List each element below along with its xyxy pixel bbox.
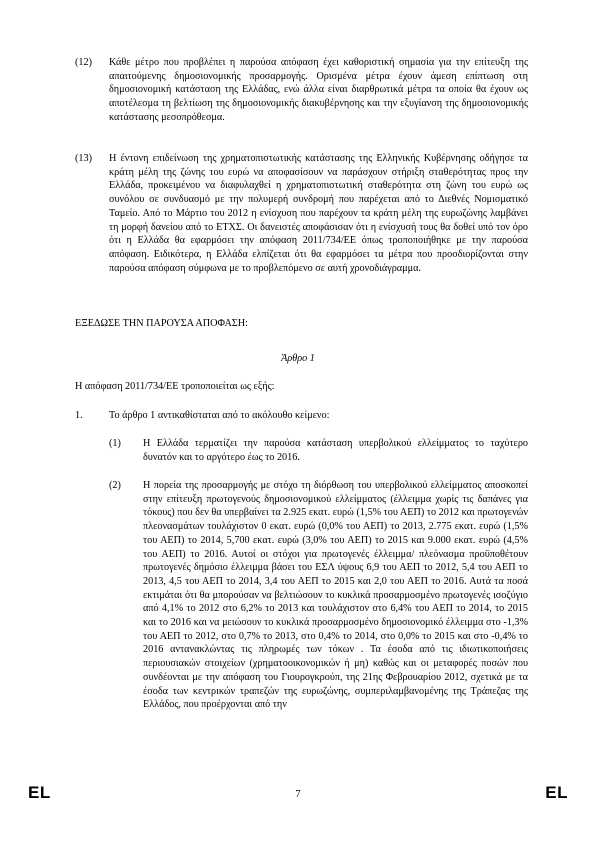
article-title: Άρθρο 1 bbox=[281, 353, 315, 364]
amendment-intro: Η απόφαση 2011/734/ΕΕ τροποποιείται ως εξής: bbox=[75, 381, 275, 392]
subitem-number-2: (2) bbox=[109, 480, 121, 491]
item-1-text: Το άρθρο 1 αντικαθίσταται από το ακόλουθο κείμενο: bbox=[109, 410, 330, 421]
subitem-2-text: Η πορεία της προσαρμογής με στόχο τη διόρθωση του υπερβολικού ελλείμματος αποσκοπεί στην επίτευξη πρωτογενούς δημοσιονομικού ελλείμματος (έλλειμμα χωρίς τις δαπάνες για τόκους) που δεν θα υπερβαίνει τα 2.925 εκατ. ευρώ (1,5% του ΑΕΠ) το 2012 και πρωτογενών πλεονασμάτων τουλάχιστον 0 εκατ. ευρώ (0,0% του ΑΕΠ) το 2013, 2.775 εκατ. ευρώ (1,5% του ΑΕΠ) το 2014, 5,700 εκατ. ευρώ (3,0% του ΑΕΠ) το 2015 και 9.000 εκατ. ευρώ (4,5% του ΑΕΠ) το 2016. Αυτοί οι στόχοι για πρωτογενές έλλειμμα/ πλεόνασμα προϋποθέτουν πρωτογενές δημόσιο έλλειμμα βάσει του ΕΣΛ ύψους 6,9 του ΑΕΠ το 2012, 5,4 του ΑΕΠ το 2013, 4,5 του ΑΕΠ το 2014, 3,4 του ΑΕΠ το 2015 και 2,0 του ΑΕΠ το 2016. Αυτά τα ποσά εκτιμάται ότι θα μπορούσαν να βελτιώσουν το κυκλικά προσαρμοσμένο πρωτογενές ισοζύγιο από 4,1% το 2012 στο 6,2% το 2013 και τουλάχιστον στο 6,4% του ΑΕΠ το 2014, το 2015 και το 2016 και να μειώσουν το κυκλικά προσαρμοσμένο δημοσιονομικό έλλειμμα στο -1,3% του ΑΕΠ το 2012, στο 0,7% το 2013, στο 0,4% το 2014, στο 0,0% το 2015 και στο -0,4% το 2016 αντανακλώντας τις πληρωμές των τόκων . Τα έσοδα από τις ιδιωτικοποιήσεις περιουσιακών στοιχείων (χρηματοοικονομικών ή μη) καθώς και οι μεταφορές ποσών που συνδέονται με την απόφαση του Γιουρογκρούπ, της 21ης Φεβρουαρίου 2012, σχετικά με τα έσοδα των κεντρικών τραπεζών της ευρωζώνης, συμπεριλαμβανομένης της Τράπεζας της Ελλάδος, που προέρχονται από την bbox=[143, 480, 528, 711]
paragraph-number-12: (12) bbox=[75, 57, 92, 68]
footer-language-code-right: EL bbox=[545, 783, 568, 802]
paragraph-13-text: Η έντονη επιδείνωση της χρηματοπιστωτικής κατάστασης της Ελληνικής Κυβέρνησης οδήγησε τα κράτη μέλη της ζώνης του ευρώ να αποφασίσουν να παράσχουν στήριξη σταθερότητας προς την Ελλάδα, προκειμένου να διαφυλαχθεί η χρηματοπιστωτική σταθερότητα στη ζώνη του ευρώ ως συνόλου σε συνδυασμό με την πολυμερή συνδρομή που παρέχεται από το Διεθνές Νομισματικό Ταμείο. Από το Μάρτιο του 2012 η ενίσχυση που παρέχουν τα κράτη μέλη της ευρωζώνης λαμβάνει τη μορφή δανείου από το ΕΤΧΣ. Οι δανειστές αποφάσισαν ότι η ενίσχυσή τους θα δοθεί υπό τον όρο ότι η Ελλάδα θα εφαρμόσει την απόφαση 2011/734/ΕΕ όπως τροποποιήθηκε με την παρούσα απόφαση. Ειδικότερα, η Ελλάδα ελπίζεται ότι θα εφαρμόσει τα μέτρα που προσδιορίζονται στην παρούσα απόφαση σύμφωνα με το προβλεπόμενο σε αυτή χρονοδιάγραμμα. bbox=[109, 153, 528, 274]
paragraph-12-text: Κάθε μέτρο που προβλέπει η παρούσα απόφαση έχει καθοριστική σημασία για την επίτευξη της απαιτούμενης δημοσιονομικής προσαρμογής. Ορισμένα μέτρα έχουν άμεση επίπτωση στη δημοσιονομική κατάσταση της Ελλάδας, ενώ άλλα είναι διαρθρωτικά μέτρα τα οποία θα έχουν ως αποτέλεσμα τη βελτίωση της δημοσιονομικής διακυβέρνησης και την εξυγίανση της δημοσιονομικής κατάστασης μεσοπρόθεσμα. bbox=[109, 57, 528, 123]
subitem-number-1: (1) bbox=[109, 438, 121, 449]
paragraph-number-13: (13) bbox=[75, 153, 92, 164]
item-number-1: 1. bbox=[75, 410, 83, 421]
subitem-1-text: Η Ελλάδα τερματίζει την παρούσα κατάσταση υπερβολικού ελλείμματος το ταχύτερο δυνατόν και το αργότερο έως το 2016. bbox=[143, 438, 528, 463]
footer-language-code-left: EL bbox=[28, 783, 51, 802]
decision-heading: ΕΞΕΔΩΣΕ ΤΗΝ ΠΑΡΟΥΣΑ ΑΠΟΦΑΣΗ: bbox=[75, 318, 248, 329]
page-number: 7 bbox=[295, 789, 301, 800]
